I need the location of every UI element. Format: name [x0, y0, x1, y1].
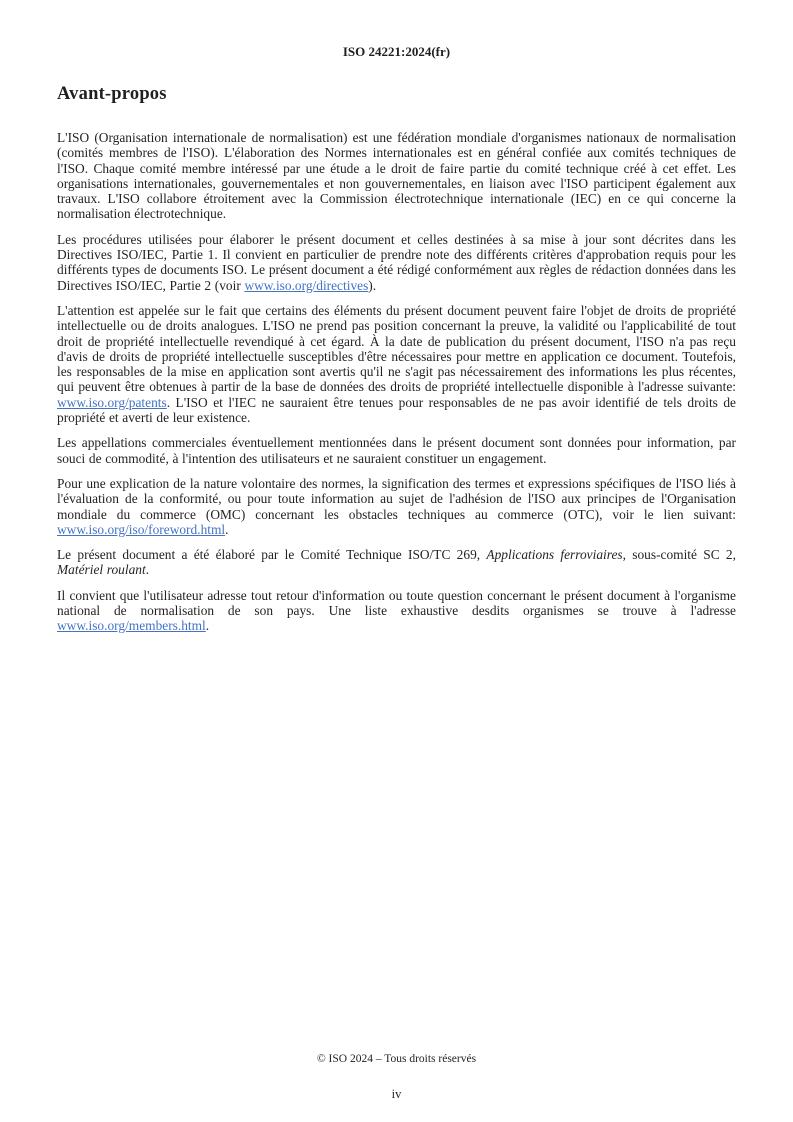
italic-text: Applications ferroviaires — [486, 547, 623, 563]
body-text: Pour une explication de la nature volontaire des normes, la signification des termes et expressions spécifiques de l'ISO liés à l'évaluation de la conformité, ou pour toute information au sujet de l'adhésion de l'ISO aux principes de l'Organisation mondiale du commerce (OMC) concernant les obstacles techniques au commerce (OTC), voir le lien suivant: — [57, 475, 736, 522]
body-text: Les appellations commerciales éventuellement mentionnées dans le présent document sont données pour information, par souci de commodité, à l'intention des utilisateurs et ne sauraient constituer un engagement. — [57, 435, 736, 466]
body-text: Les procédures utilisées pour élaborer le présent document et celles destinées à sa mise à jour sont décrites dans les Directives ISO/IEC, Partie 1. Il convient en particulier de prendre note des différents critères d'approbation requis pour les différents types de documents ISO. Le présent document a été rédigé conformément aux règles de rédaction données dans les Directives ISO/IEC, Partie 2 (voir — [57, 231, 736, 293]
hyperlink[interactable]: www.iso.org/members.html — [57, 618, 206, 634]
hyperlink[interactable]: www.iso.org/patents — [57, 394, 167, 410]
body-text: . L'ISO et l'IEC ne sauraient être tenues pour responsables de ne pas avoir identifié de tels droits de propriété et averti de leur existence. — [57, 394, 736, 426]
hyperlink[interactable]: www.iso.org/iso/foreword.html — [57, 521, 226, 537]
paragraph — [57, 435, 736, 466]
paragraph — [57, 303, 736, 425]
body-text: L'ISO (Organisation internationale de normalisation) est une fédération mondiale d'organismes nationaux de normalisation (comités membres de l'ISO). L'élaboration des Normes internationales est en général confiée aux comités techniques de l'ISO. Chaque comité membre intéressé par une étude a le droit de faire partie du comité technique créé à cet effet. Les organisations internationales, gouvernementales et non gouvernementales, en liaison avec l'ISO participent également aux travaux. L'ISO collabore étroitement avec la Commission électrotechnique internationale (IEC) en ce qui concerne la normalisation électrotechnique. — [57, 130, 736, 222]
paragraph — [57, 130, 736, 222]
document-body — [57, 130, 736, 634]
copyright-notice: © ISO 2024 – Tous droits réservés — [316, 1053, 477, 1065]
body-text: L'attention est appelée sur le fait que certains des éléments du présent document peuvent faire l'objet de droits de propriété intellectuelle ou de droits analogues. L'ISO ne prend pas position concernant la preuve, la validité ou l'applicabilité de tout droit de propriété intellectuelle revendiqué à cet égard. À la date de publication du présent document, l'ISO n'a pas reçu d'avis de droits de propriété intellectuelle susceptibles d'être nécessaires pour mettre en application ce document. Toutefois, les responsables de la mise en application sont avertis qu'il ne s'agit pas nécessairement des informations les plus récentes, qui peuvent être obtenues à partir de la base de données des droits de propriété intellectuelle disponible à l'adresse suivante: — [57, 302, 736, 395]
body-text: Il convient que l'utilisateur adresse tout retour d'information ou toute question concernant le présent document à l'organisme national de normalisation de son pays. Une liste exhaustive desdits organismes se trouve à l'adresse — [57, 587, 736, 619]
paragraph — [57, 547, 736, 578]
paragraph — [57, 588, 736, 634]
body-text: . — [145, 562, 150, 578]
body-text: , sous-comité SC 2, — [622, 547, 736, 563]
hyperlink[interactable]: www.iso.org/directives — [244, 277, 369, 293]
paragraph — [57, 476, 736, 537]
paragraph — [57, 232, 736, 293]
page-number: iv — [391, 1087, 402, 1101]
document-reference: ISO 24221:2024(fr) — [342, 44, 451, 59]
body-text: ). — [368, 277, 377, 293]
body-text: . — [225, 521, 229, 537]
body-text: . — [205, 618, 210, 634]
section-title: Avant-propos — [57, 84, 167, 104]
body-text: Le présent document a été élaboré par le Comité Technique ISO/TC 269, — [57, 547, 487, 563]
document-header — [57, 44, 736, 59]
italic-text: Matériel roulant — [57, 562, 146, 578]
